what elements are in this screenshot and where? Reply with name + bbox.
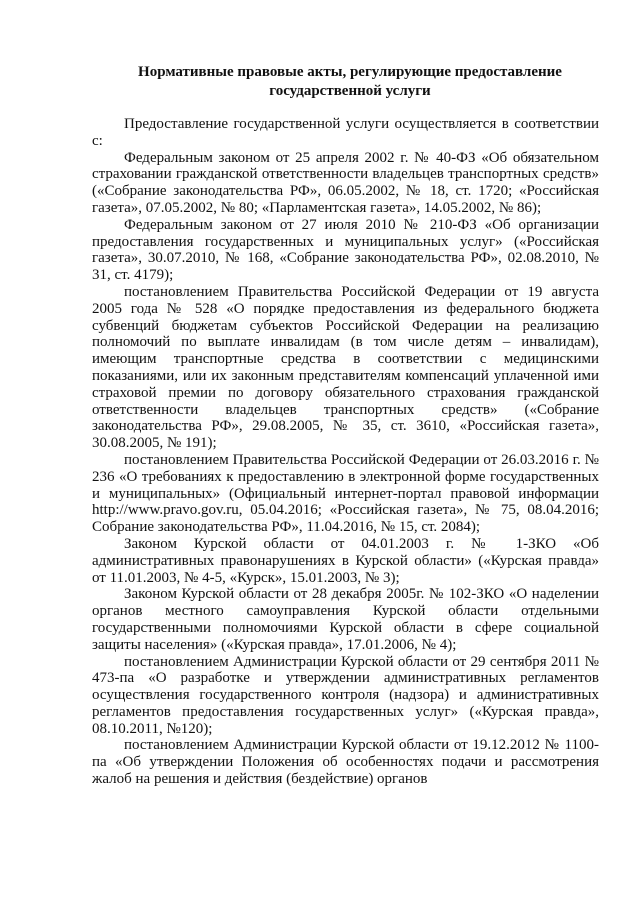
intro-paragraph: Предоставление государственной услуги осуществляется в соответствии с: bbox=[92, 116, 599, 149]
decree-paragraph-236: постановлением Правительства Российской Федерации от 26.03.2016 г. № 236 «О требованиях к предоставлению в электронной форме государственных и муниципальных» (Официальный интернет-портал правовой информации http://www.pravo.gov.ru, 05.04.2016; «Российская газета», № 75, 08.04.2016; Собрание законодательства РФ», 11.04.2016, № 15, ст. 2084); bbox=[92, 451, 599, 536]
law-paragraph-210fz: Федеральным законом от 27 июля 2010 № 210-ФЗ «Об организации предоставления государственных и муниципальных услуг» («Российская газета», 30.07.2010, № 168, «Собрание законодательства РФ», 02.08.2010, № 31, ст. 4179); bbox=[92, 216, 599, 284]
kursk-decree-paragraph-1100: постановлением Администрации Курской области от 19.12.2012 № 1100-па «Об утверждении Положения об особенностях подачи и рассмотрения жалоб на решения и действия (бездействие) органов bbox=[92, 737, 599, 788]
kursk-law-paragraph-102zko: Законом Курской области от 28 декабря 2005г. № 102-ЗКО «О наделении органов местного самоуправления Курской области отдельными государственными полномочиями Курской области в сфере социальной защиты населения» («Курская правда», 17.01.2006, № 4); bbox=[92, 586, 599, 653]
document-body bbox=[92, 116, 599, 788]
kursk-law-paragraph-1zko: Законом Курской области от 04.01.2003 г. № 1-ЗКО «Об административных правонарушениях в Курской области» («Курская правда» от 11.01.2003, № 4-5, «Курск», 15.01.2003, № 3); bbox=[92, 535, 599, 586]
title-line-2: государственной услуги bbox=[269, 83, 431, 99]
decree-paragraph-528: постановлением Правительства Российской Федерации от 19 августа 2005 года № 528 «О порядке предоставления из федерального бюджета субвенций бюджетам субъектов Российской Федерации на реализацию полномочий по выплате инвалидам (в том числе детям – инвалидам), имеющим транспортные средства в соответствии с медицинскими показаниями, или их законным представителям компенсаций уплаченной ими страховой премии по договору обязательного страхования гражданской ответственности владельцев транспортных средств» («Собрание законодательства РФ», 29.08.2005, № 35, ст. 3610, «Российская газета», 30.08.2005, № 191); bbox=[92, 283, 599, 452]
document-title bbox=[100, 63, 600, 101]
title-line-1: Нормативные правовые акты, регулирующие предоставление bbox=[138, 64, 562, 80]
kursk-decree-paragraph-473: постановлением Администрации Курской области от 29 сентября 2011 № 473-па «О разработке и утверждении административных регламентов осуществления государственного контроля (надзора) и административных регламентов предоставления государственных услуг» («Курская правда», 08.10.2011, №120); bbox=[92, 653, 599, 737]
law-paragraph-40fz: Федеральным законом от 25 апреля 2002 г. № 40-ФЗ «Об обязательном страховании гражданской ответственности владельцев транспортных средств» («Собрание законодательства РФ», 06.05.2002, № 18, ст. 1720; «Российская газета», 07.05.2002, № 80; «Парламентская газета», 14.05.2002, № 86); bbox=[92, 149, 599, 216]
